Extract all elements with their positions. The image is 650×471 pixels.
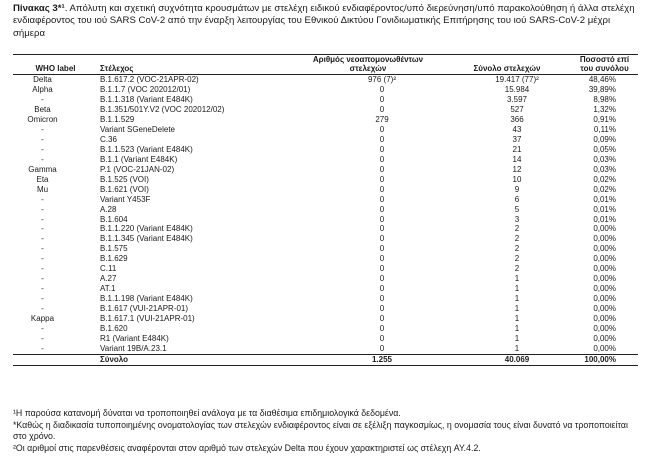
table-row: [13, 254, 638, 264]
strain-cell: B.1.1.529: [100, 115, 135, 124]
who-label-cell: -: [41, 194, 44, 204]
percentage-cell: 39,89%: [588, 85, 616, 95]
new-isolates-cell: 0: [379, 294, 385, 304]
new-isolates-cell: 0: [379, 214, 385, 224]
new-isolates-cell: 0: [379, 333, 385, 343]
table-body: [13, 75, 638, 366]
who-label-cell: -: [41, 204, 44, 214]
header-percentage: Ποσοστό επί του συνόλου: [571, 55, 638, 75]
table-row: [13, 334, 638, 344]
strain-cell: B.1.620: [100, 324, 128, 334]
new-isolates-cell: 0: [379, 164, 385, 174]
percentage-cell: 0,00%: [593, 343, 616, 353]
who-label-cell: Gamma: [28, 164, 57, 174]
percentage-cell: 0,09%: [593, 134, 616, 144]
who-label-cell: -: [41, 224, 44, 234]
strain-cell: R1 (Variant E484K): [100, 333, 169, 343]
percentage-cell: 0,00%: [593, 234, 616, 244]
percentage-cell: 0,05%: [593, 144, 616, 154]
strain-cell: B.1.1.345 (Variant E484K): [100, 234, 193, 244]
footnote-3: ²Οι αριθμοί στις παρενθέσεις αναφέρονται στον αριθμό των στελεχών Delta που έχουν χαρακτηριστεί ως στέλεχη AY.4.2.: [13, 443, 481, 454]
new-isolates-cell: 279: [375, 115, 389, 124]
table-row: [13, 264, 638, 274]
percentage-cell: 0,00%: [593, 324, 616, 334]
who-label-cell: -: [41, 234, 44, 244]
strain-cell: C.11: [100, 264, 117, 274]
table-row: [13, 185, 638, 195]
strain-cell: B.1.617.2 (VOC-21APR-02): [100, 75, 199, 85]
header-new-isolates: Αριθμός νεοαπομονωθέντων στελεχών: [293, 55, 443, 75]
strain-cell: B.1.621 (VOI): [100, 184, 149, 194]
total-cell: 9: [514, 184, 520, 194]
total-cell: 2: [514, 244, 520, 254]
percentage-cell: 8,98%: [593, 95, 616, 105]
new-isolates-cell: 0: [379, 264, 385, 274]
who-label-cell: -: [41, 343, 44, 353]
table-row: [13, 175, 638, 185]
table-row: [13, 314, 638, 324]
new-isolates-cell: 0: [379, 124, 385, 134]
total-cell: 15.984: [504, 85, 530, 95]
total-total-cell: 40.069: [443, 354, 571, 365]
new-isolates-cell: 0: [379, 134, 385, 144]
total-cell: 12: [512, 164, 522, 174]
new-isolates-cell: 0: [379, 304, 385, 314]
who-label-cell: Mu: [36, 184, 49, 194]
table-row: [13, 145, 638, 155]
total-cell: 37: [512, 134, 522, 144]
total-cell: 19.417 (77)²: [495, 75, 539, 85]
table-row: [13, 165, 638, 175]
percentage-cell: 0,01%: [593, 214, 616, 224]
table-row: [13, 294, 638, 304]
total-who-label-cell: [13, 354, 100, 365]
variants-table-container: [13, 54, 638, 366]
total-cell: 2: [514, 254, 520, 264]
table-row: [13, 244, 638, 254]
who-label-cell: -: [41, 244, 44, 254]
strain-cell: B.1.1.7 (VOC 202012/01): [100, 85, 191, 95]
table-total-row: [13, 354, 638, 365]
new-isolates-cell: 0: [379, 324, 385, 334]
total-strain-cell: Σύνολο: [100, 354, 293, 365]
percentage-cell: 0,11%: [593, 124, 616, 134]
total-cell: 10: [512, 174, 522, 184]
who-label-cell: -: [41, 333, 44, 343]
who-label-cell: -: [41, 324, 44, 334]
table-row: [13, 85, 638, 95]
total-cell: 3: [514, 214, 520, 224]
who-label-cell: -: [41, 304, 44, 314]
strain-cell: A.27: [100, 274, 117, 284]
total-cell: 2: [514, 224, 520, 234]
percentage-cell: 0,00%: [593, 264, 616, 274]
percentage-cell: 0,02%: [593, 174, 616, 184]
strain-cell: B.1.629: [100, 254, 128, 264]
header-total-strains: Σύνολο στελεχών: [443, 55, 571, 75]
percentage-cell: 0,00%: [593, 314, 616, 324]
new-isolates-cell: 0: [379, 343, 385, 353]
new-isolates-cell: 0: [379, 254, 385, 264]
table-row: [13, 324, 638, 334]
total-cell: 1: [514, 314, 520, 324]
total-cell: 43: [512, 124, 522, 134]
who-label-cell: -: [41, 95, 44, 105]
strain-cell: Variant Y453F: [100, 194, 151, 204]
total-cell: 2: [514, 234, 520, 244]
percentage-cell: 0,03%: [593, 154, 616, 164]
percentage-cell: 0,01%: [593, 204, 616, 214]
percentage-cell: 0,01%: [593, 194, 616, 204]
table-row: [13, 304, 638, 314]
percentage-cell: 0,03%: [593, 164, 616, 174]
who-label-cell: -: [41, 284, 44, 294]
table-row: [13, 284, 638, 294]
percentage-cell: 0,00%: [593, 294, 616, 304]
who-label-cell: -: [41, 134, 44, 144]
strain-cell: Variant SGeneDelete: [100, 124, 176, 134]
strain-cell: B.1.1.523 (Variant E484K): [100, 144, 193, 154]
total-cell: 5: [514, 204, 520, 214]
total-cell: 14: [512, 154, 522, 164]
strain-cell: B.1.575: [100, 244, 128, 254]
percentage-cell: 0,00%: [593, 284, 616, 294]
who-label-cell: Alpha: [32, 85, 53, 95]
new-isolates-cell: 0: [379, 184, 385, 194]
who-label-cell: -: [41, 274, 44, 284]
new-isolates-cell: 0: [379, 105, 385, 115]
footnote-1: ¹Η παρούσα κατανομή δύναται να τροποποιηθεί ανάλογα με τα διαθέσιμα επιδημιολογικά δεδομένα.: [13, 408, 401, 418]
table-row: [13, 195, 638, 205]
new-isolates-cell: 976 (7)²: [367, 75, 396, 85]
who-label-cell: -: [41, 254, 44, 264]
strain-cell: B.1.1.198 (Variant E484K): [100, 294, 193, 304]
who-label-cell: Omicron: [27, 115, 58, 124]
table-row: [13, 274, 638, 284]
total-cell: 2: [514, 264, 520, 274]
new-isolates-cell: 0: [379, 224, 385, 234]
total-new-isolates-cell: 1.255: [293, 354, 443, 365]
new-isolates-cell: 0: [379, 144, 385, 154]
footnotes: [13, 408, 638, 455]
new-isolates-cell: 0: [379, 194, 385, 204]
total-cell: 6: [514, 194, 520, 204]
percentage-cell: 0,00%: [593, 304, 616, 314]
strain-cell: B.1.617 (VUI-21APR-01): [100, 304, 189, 314]
table-row: [13, 215, 638, 225]
new-isolates-cell: 0: [379, 244, 385, 254]
new-isolates-cell: 0: [379, 234, 385, 244]
percentage-cell: 0,91%: [593, 115, 616, 124]
footnote-2: *Καθώς η διαδικασία τυποποιημένης ονοματολογίας των στελεχών ενδιαφέροντος είναι σε εξέλιξη παγκοσμίως, η ονομασία τους είναι δυνατό να τροποποιείται στο χρόνο.: [13, 419, 628, 442]
percentage-cell: 0,00%: [593, 254, 616, 264]
strain-cell: B.1.525 (VOI): [100, 174, 149, 184]
percentage-cell: 0,02%: [593, 184, 616, 194]
new-isolates-cell: 0: [379, 174, 385, 184]
caption-label: Πίνακας 3*¹: [13, 3, 65, 14]
total-cell: 1: [514, 324, 520, 334]
table-header-row: [13, 55, 638, 75]
who-label-cell: Kappa: [30, 314, 55, 324]
who-label-cell: -: [41, 264, 44, 274]
new-isolates-cell: 0: [379, 204, 385, 214]
new-isolates-cell: 0: [379, 314, 385, 324]
table-row: [13, 75, 638, 85]
percentage-cell: 0,00%: [593, 244, 616, 254]
strain-cell: A.28: [100, 204, 117, 214]
strain-cell: Variant 19B/A.23.1: [100, 343, 167, 353]
strain-cell: B.1.351/501Y.V2 (VOC 202012/02): [100, 105, 225, 115]
percentage-cell: 0,00%: [593, 274, 616, 284]
strain-cell: B.1.1.220 (Variant E484K): [100, 224, 193, 234]
table-row: [13, 234, 638, 244]
new-isolates-cell: 0: [379, 154, 385, 164]
table-row: [13, 344, 638, 354]
table-row: [13, 95, 638, 105]
new-isolates-cell: 0: [379, 274, 385, 284]
table-row: [13, 125, 638, 135]
who-label-cell: Beta: [34, 105, 51, 115]
total-cell: 1: [514, 284, 520, 294]
header-strain: Στέλεχος: [100, 55, 293, 75]
who-label-cell: -: [41, 154, 44, 164]
total-cell: 1: [514, 304, 520, 314]
caption-text: . Απόλυτη και σχετική συχνότητα κρουσμάτων με στελέχη ειδικού ενδιαφέροντος/υπό διερεύνηση/υπό παρακολούθηση ή άλλα στελέχη ενδιαφέροντος του ιού SARS CoV-2 από την έναρξη λειτουργίας του Εθνικού Δικτύου Γονιδιωματικής Επιτήρησης του ιού SARS-CoV-2 μέχρι σήμερα: [13, 3, 635, 39]
percentage-cell: 0,00%: [593, 224, 616, 234]
total-cell: 1: [514, 343, 520, 353]
table-caption: [13, 3, 638, 40]
percentage-cell: 1,32%: [593, 105, 616, 115]
who-label-cell: -: [41, 294, 44, 304]
table-row: [13, 135, 638, 145]
strain-cell: B.1.1 (Variant E484K): [100, 154, 178, 164]
total-cell: 1: [514, 333, 520, 343]
table-row: [13, 115, 638, 125]
table-row: [13, 205, 638, 215]
total-cell: 3.597: [506, 95, 528, 105]
strain-cell: AT.1: [100, 284, 116, 294]
who-label-cell: Eta: [36, 174, 49, 184]
total-cell: 1: [514, 294, 520, 304]
header-who-label: WHO label: [13, 55, 100, 75]
who-label-cell: -: [41, 124, 44, 134]
strain-cell: C.36: [100, 134, 117, 144]
percentage-cell: 48,46%: [588, 75, 616, 85]
total-cell: 366: [510, 115, 524, 124]
new-isolates-cell: 0: [379, 85, 385, 95]
table-row: [13, 224, 638, 234]
table-row: [13, 105, 638, 115]
total-cell: 1: [514, 274, 520, 284]
variants-table: [13, 54, 638, 366]
strain-cell: B.1.604: [100, 214, 128, 224]
new-isolates-cell: 0: [379, 95, 385, 105]
who-label-cell: -: [41, 144, 44, 154]
total-cell: 527: [510, 105, 524, 115]
strain-cell: P.1 (VOC-21JAN-02): [100, 164, 175, 174]
who-label-cell: Delta: [33, 75, 52, 85]
total-percentage-cell: 100,00%: [571, 354, 638, 365]
table-row: [13, 155, 638, 165]
strain-cell: B.1.617.1 (VUI-21APR-01): [100, 314, 195, 324]
percentage-cell: 0,00%: [593, 333, 616, 343]
new-isolates-cell: 0: [379, 284, 385, 294]
strain-cell: B.1.1.318 (Variant E484K): [100, 95, 193, 105]
total-cell: 21: [512, 144, 522, 154]
who-label-cell: -: [41, 214, 44, 224]
